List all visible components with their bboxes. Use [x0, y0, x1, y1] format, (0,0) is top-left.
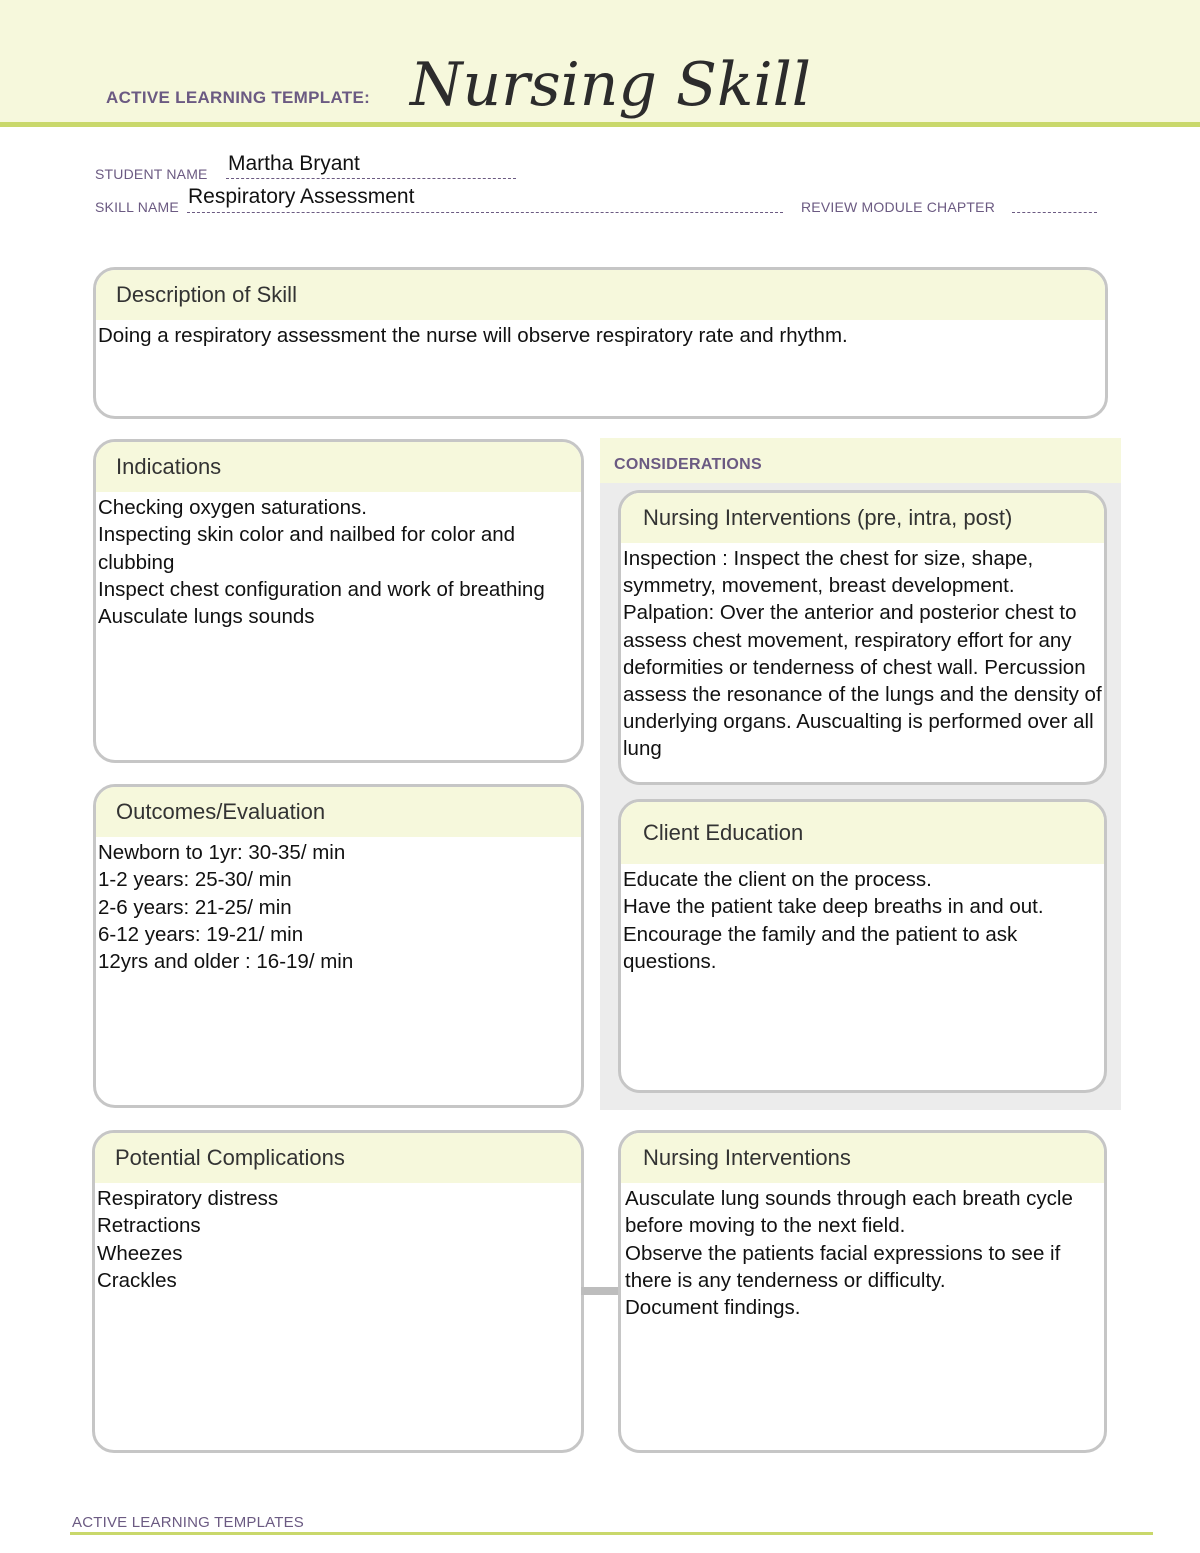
- review-module-chapter-field[interactable]: [1012, 212, 1097, 213]
- review-module-chapter-label: REVIEW MODULE CHAPTER: [801, 199, 995, 215]
- outcomes-evaluation-box: [93, 784, 584, 1108]
- client-education-box: [618, 799, 1107, 1093]
- student-name-field[interactable]: Martha Bryant: [228, 152, 360, 175]
- nursing-interventions-heading: Nursing Interventions: [621, 1133, 1104, 1183]
- skill-name-label: SKILL NAME: [95, 199, 179, 215]
- nursing-interventions-pre-intra-post-text[interactable]: Inspection : Inspect the chest for size, shape, symmetry, movement, breast development. Palpation: Over the anterior and posterior chest to assess chest movement, respiratory effort for any deformities or tenderness of chest wall. Percussion assess the resonance of the lungs and the density of underlying organs. Auscualting is performed over all lung: [623, 547, 1102, 761]
- outcomes-evaluation-text[interactable]: Newborn to 1yr: 30-35/ min 1-2 years: 25-30/ min 2-6 years: 21-25/ min 6-12 years: 19-21/ min 12yrs and older : 16-19/ min: [98, 841, 354, 974]
- nursing-interventions-pre-intra-post-box: [618, 490, 1107, 785]
- client-education-text[interactable]: Educate the client on the process. Have the patient take deep breaths in and out. Encourage the family and the patient to ask questions.: [623, 868, 1044, 973]
- description-of-skill-text[interactable]: Doing a respiratory assessment the nurse will observe respiratory rate and rhythm.: [98, 324, 848, 347]
- indications-text[interactable]: Checking oxygen saturations. Inspecting skin color and nailbed for color and clubbing Inspect chest configuration and work of breathing Ausculate lungs sounds: [98, 496, 545, 629]
- potential-complications-box: [92, 1130, 584, 1453]
- description-of-skill-box: [93, 267, 1108, 419]
- skill-name-field[interactable]: Respiratory Assessment: [188, 185, 415, 208]
- considerations-label: CONSIDERATIONS: [614, 456, 762, 473]
- nursing-interventions-box: [618, 1130, 1107, 1453]
- student-name-label: STUDENT NAME: [95, 166, 208, 182]
- indications-box: [93, 439, 584, 763]
- header-divider: [0, 122, 1200, 127]
- description-of-skill-heading: Description of Skill: [96, 270, 1105, 320]
- potential-complications-text[interactable]: Respiratory distress Retractions Wheezes Crackles: [97, 1187, 279, 1292]
- student-name-underline: [226, 178, 516, 179]
- nursing-interventions-text[interactable]: Ausculate lung sounds through each breath cycle before moving to the next field. Observe the patients facial expressions to see if there is any tenderness or difficulty. Document findings.: [625, 1187, 1073, 1320]
- outcomes-evaluation-heading: Outcomes/Evaluation: [96, 787, 581, 837]
- nursing-interventions-pre-intra-post-heading: Nursing Interventions (pre, intra, post): [621, 493, 1104, 543]
- connector-bar: [581, 1287, 621, 1295]
- page-title: Nursing Skill: [410, 50, 811, 120]
- footer-divider: [70, 1532, 1153, 1535]
- skill-name-underline: [187, 212, 783, 213]
- potential-complications-heading: Potential Complications: [95, 1133, 581, 1183]
- indications-heading: Indications: [96, 442, 581, 492]
- client-education-heading: Client Education: [621, 802, 1104, 864]
- footer-label: ACTIVE LEARNING TEMPLATES: [72, 1514, 304, 1531]
- template-label: ACTIVE LEARNING TEMPLATE:: [106, 88, 371, 107]
